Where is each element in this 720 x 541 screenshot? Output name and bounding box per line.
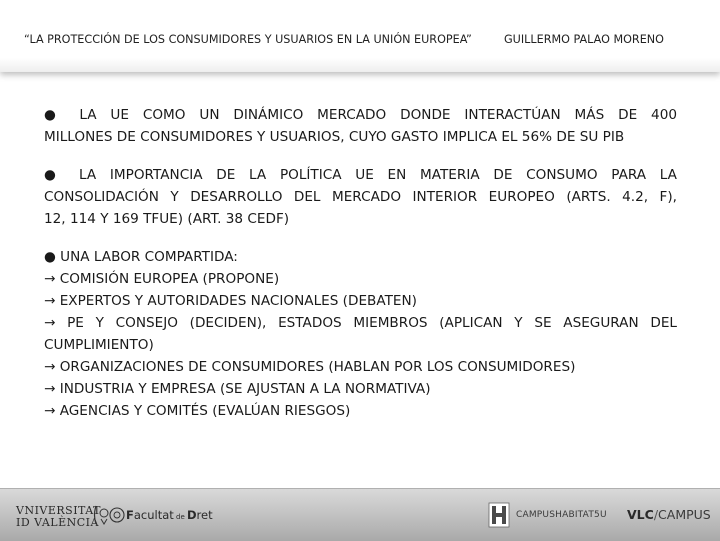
list-item: → EXPERTOS Y AUTORIDADES NACIONALES (DEBATEN) <box>44 293 417 309</box>
vlc-slash: / <box>653 507 659 522</box>
faculty-word: acultat <box>133 508 174 522</box>
slide-body <box>44 104 677 422</box>
list-heading: ● UNA LABOR COMPARTIDA: <box>44 249 238 265</box>
vlc-word: VLC <box>627 507 654 522</box>
university-name-line2: ID VALÈNCIA <box>16 516 99 529</box>
paragraph-eu-market <box>44 104 677 148</box>
faculty-initial: F <box>126 508 134 522</box>
university-name-line1: VNIVERSITAT <box>16 504 101 517</box>
university-logo <box>16 505 101 529</box>
text-line: 12, 114 Y 169 TFUE) (ART. 38 CEDF) <box>44 211 290 227</box>
shared-task-list <box>44 246 677 422</box>
faculty-logo <box>126 508 213 522</box>
slide-header <box>0 0 720 72</box>
campus-word: CAMPUS <box>658 507 711 522</box>
list-item-continuation: CUMPLIMIENTO) <box>44 337 154 353</box>
text-line: MILLONES DE CONSUMIDORES Y USUARIOS, CUYO GASTO IMPLICA EL 56% DE SU PIB <box>44 129 625 145</box>
paragraph-consumer-policy <box>44 164 677 230</box>
faculty-initial-2: D <box>186 508 197 522</box>
faculty-connector: de <box>173 513 187 521</box>
presentation-title: “LA PROTECCIÓN DE LOS CONSUMIDORES Y USUARIOS EN LA UNIÓN EUROPEA” <box>24 33 472 46</box>
campus-habitat-logo: CAMPUSHABITAT5U <box>516 510 607 520</box>
list-item: → AGENCIAS Y COMITÉS (EVALÚAN RIESGOS) <box>44 403 351 419</box>
list-item: → PE Y CONSEJO (DECIDEN), ESTADOS MIEMBROS (APLICAN Y SE ASEGURAN DEL <box>44 315 677 331</box>
list-item: → COMISIÓN EUROPEA (PROPONE) <box>44 271 280 287</box>
text-line: CONSOLIDACIÓN Y DESARROLLO DEL MERCADO INTERIOR EUROPEO (ARTS. 4.2, F), <box>44 189 677 205</box>
list-item: → ORGANIZACIONES DE CONSUMIDORES (HABLAN POR LOS CONSUMIDORES) <box>44 359 576 375</box>
text-line: ● LA IMPORTANCIA DE LA POLÍTICA UE EN MATERIA DE CONSUMO PARA LA <box>44 167 677 183</box>
campus-habitat-h-icon <box>488 501 510 529</box>
list-item: → INDUSTRIA Y EMPRESA (SE AJUSTAN A LA NORMATIVA) <box>44 381 431 397</box>
vlc-campus-logo <box>627 507 711 522</box>
text-line: ● LA UE COMO UN DINÁMICO MERCADO DONDE INTERACTÚAN MÁS DE 400 <box>44 107 677 123</box>
faculty-word-2: ret <box>196 508 213 522</box>
university-seal-icon <box>92 503 128 527</box>
author-name: GUILLERMO PALAO MORENO <box>504 33 664 46</box>
slide-footer <box>0 488 720 541</box>
